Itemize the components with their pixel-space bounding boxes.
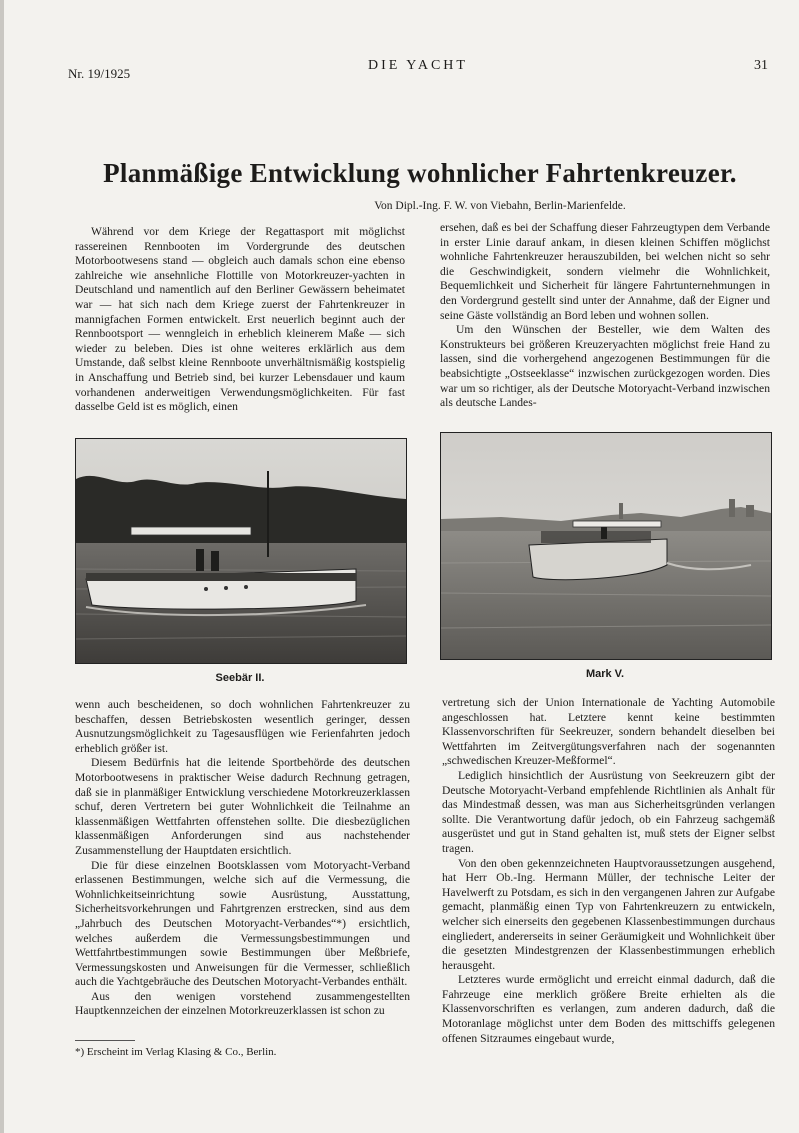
page-edge xyxy=(0,0,4,1133)
paragraph: Lediglich hinsichtlich der Ausrüstung von Seekreuzern gibt der Deutsche Motoryacht-Verband empfehlende Richtlinien als Anhalt für das Mindestmaß dessen, was man aus Sicherheitsgründen verlangen sollte. Die Verantwortung dafür jedoch, ob ein Fahrzeug sachgemäß ausgerüstet und gut in Stand gehalten ist, muß stets der Eigner selbst tragen. xyxy=(442,768,775,855)
footnote: *) Erscheint im Verlag Klasing & Co., Berlin. xyxy=(75,1046,277,1058)
article-byline: Von Dipl.-Ing. F. W. von Viebahn, Berlin-Marienfelde. xyxy=(374,200,626,212)
paragraph: Aus den wenigen vorstehend zusammengestellten Hauptkennzeichen der einzelnen Motorkreuzerklassen ist schon zu xyxy=(75,989,410,1018)
paragraph: Diesem Bedürfnis hat die leitende Sportbehörde des deutschen Motorbootwesens in praktischer Weise dadurch Rechnung getragen, daß sie in planmäßiger Entwicklung verschiedene Motorkreuzerklassen schuf, deren Vertretern bei guter Wohnlichkeit die Teilnahme an klassenmäßigen Wettfahrten offenstehen sollte. Die diesbezüglichen klassenmäßigen Anforderungen sind aus nachstehender Zusammenstellung der Hauptdaten ersichtlich. xyxy=(75,756,410,857)
paragraph: Von den oben gekennzeichneten Hauptvoraussetzungen ausgehend, hat Herr Ob.-Ing. Hermann Müller, der technische Leiter der Havelwerft zu Potsdam, es sich in den vergangenen Jahren zur Aufgabe gemacht, planmäßig einen Typ von Fahrtenkreuzern zu entwickeln, welcher sich einerseits den gegebenen Klassenbestimmungen durchaus eingliedert, andererseits in seiner Geräumigkeit und Wohnlichkeit über die gesetzten Mindestgrenzen der Klassenbestimmungen erheblich herausgeht. xyxy=(442,856,775,972)
footnote-rule xyxy=(75,1040,135,1041)
caption-seebaer: Seebär II. xyxy=(215,672,265,684)
paragraph: Die für diese einzelnen Bootsklassen vom Motoryacht-Verband erlassenen Bestimmungen, welche sich auf die Vermessung, die Wohnlichkeitseinrichtung sowie Ausrüstung, Ausstattung, Sicherheitsvorkehrungen und Fahrtgrenzen erstrecken, sind aus dem „Jahrbuch des Deutschen Motoryacht-Verbandes“*) ersichtlich, welches außerdem die Vermessungsbestimmungen und Wettfahrtbestimmungen sowie Bestimmungen über Meßbriefe, Vermessungskosten und Anweisungen für die Vermesser, schließlich auch die Yachtgebräuche des Deutschen Motoryacht-Verbandes enthält. xyxy=(75,858,410,989)
photo-seebaer xyxy=(75,438,407,664)
paragraph: Während vor dem Kriege der Regattasport mit möglichst rassereinen Rennbooten im Vordergrunde des deutschen Motorbootwesens stand — obgleich auch damals schon eine ebenso zahlreiche wie ansehnliche Flottille von Motorkreuzer-yachten in Deutschland und namentlich auf den Berliner Gewässern beheimatet war — hat sich nach dem Kriege zuerst der Fahrtenkreuzer in mannigfachen Formen entwickelt. Erst neuerlich beginnt auch der Rennbootsport — wenngleich in erheblich kleinerem Maße — sich wieder zu beleben. Dies ist ohne weiteres erklärlich aus dem Umstande, daß selbst kleine Rennboote unverhältnismäßig kostspielig in Anschaffung und Betrieb sind, bei kurzer Lebensdauer und kaum vorhandenen anderweitigen Verwendungsmöglichkeiten. Für fast dasselbe Geld ist es möglich, einen xyxy=(75,225,405,414)
page-number: 31 xyxy=(754,58,768,73)
photo-mark-v xyxy=(440,432,772,660)
column-bottom-left xyxy=(75,698,410,1019)
journal-title: DIE YACHT xyxy=(368,58,468,73)
column-top-right xyxy=(440,221,770,411)
column-bottom-right xyxy=(442,696,775,1046)
paragraph: Letzteres wurde ermöglicht und erreicht einmal dadurch, daß die Fahrzeuge eine merklich größere Breite erhielten als die Klassenvorschriften es verlangen, zum anderen dadurch, daß die Motoranlage möglichst unter dem Boden des mittschiffs gelegenen offenen Sitzraumes eingebaut wurde, xyxy=(442,973,775,1045)
caption-mark-v: Mark V. xyxy=(585,668,625,680)
article-title: Planmäßige Entwicklung wohnlicher Fahrtenkreuzer. xyxy=(103,158,737,188)
issue-number: Nr. 19/1925 xyxy=(68,66,131,81)
paragraph: ersehen, daß es bei der Schaffung dieser Fahrzeugtypen dem Verbande in erster Linie darauf ankam, in diesen kleinen Schiffen möglichst wohnliche Fahrtenkreuzer herauszubilden, bei welchen nicht so sehr die Geschwindigkeit, sondern vielmehr die Wohnlichkeit, Bequemlichkeit und Sicherheit für längere Fahrtunternehmungen in den Vordergrund gestellt sind unter der Annahme, daß der Eigner und seine Gäste vollständig an Bord leben und wohnen sollen. xyxy=(440,221,770,322)
column-top-left xyxy=(75,225,405,415)
page-header xyxy=(68,58,768,80)
paragraph: wenn auch bescheidenen, so doch wohnlichen Fahrtenkreuzer zu beschaffen, dessen Betriebskosten wesentlich geringer, dessen Ausnutzungsmöglichkeit zu Tagesausflügen wie Ferienfahrten jedoch erheblich größer ist. xyxy=(75,698,410,755)
paragraph: Um den Wünschen der Besteller, wie dem Walten des Konstrukteurs bei größeren Kreuzeryachten möglichst freie Hand zu lassen, sind die vorhergehend angezogenen Bestimmungen für die beabsichtigte „Ostseeklasse“ inzwischen zurückgezogen worden. Dies war um so richtiger, als der Deutsche Motoryacht-Verband inzwischen als deutsche Landes- xyxy=(440,323,770,410)
paragraph: vertretung sich der Union Internationale de Yachting Automobile angeschlossen hat. Letztere kennt keine bestimmten Klassenvorschriften für Seekreuzer, sondern behandelt dieselben bei Wettfahrten im Zeitvergütungsverfahren nach der sogenannten „schwedischen Kreuzer-Meßformel“. xyxy=(442,696,775,768)
